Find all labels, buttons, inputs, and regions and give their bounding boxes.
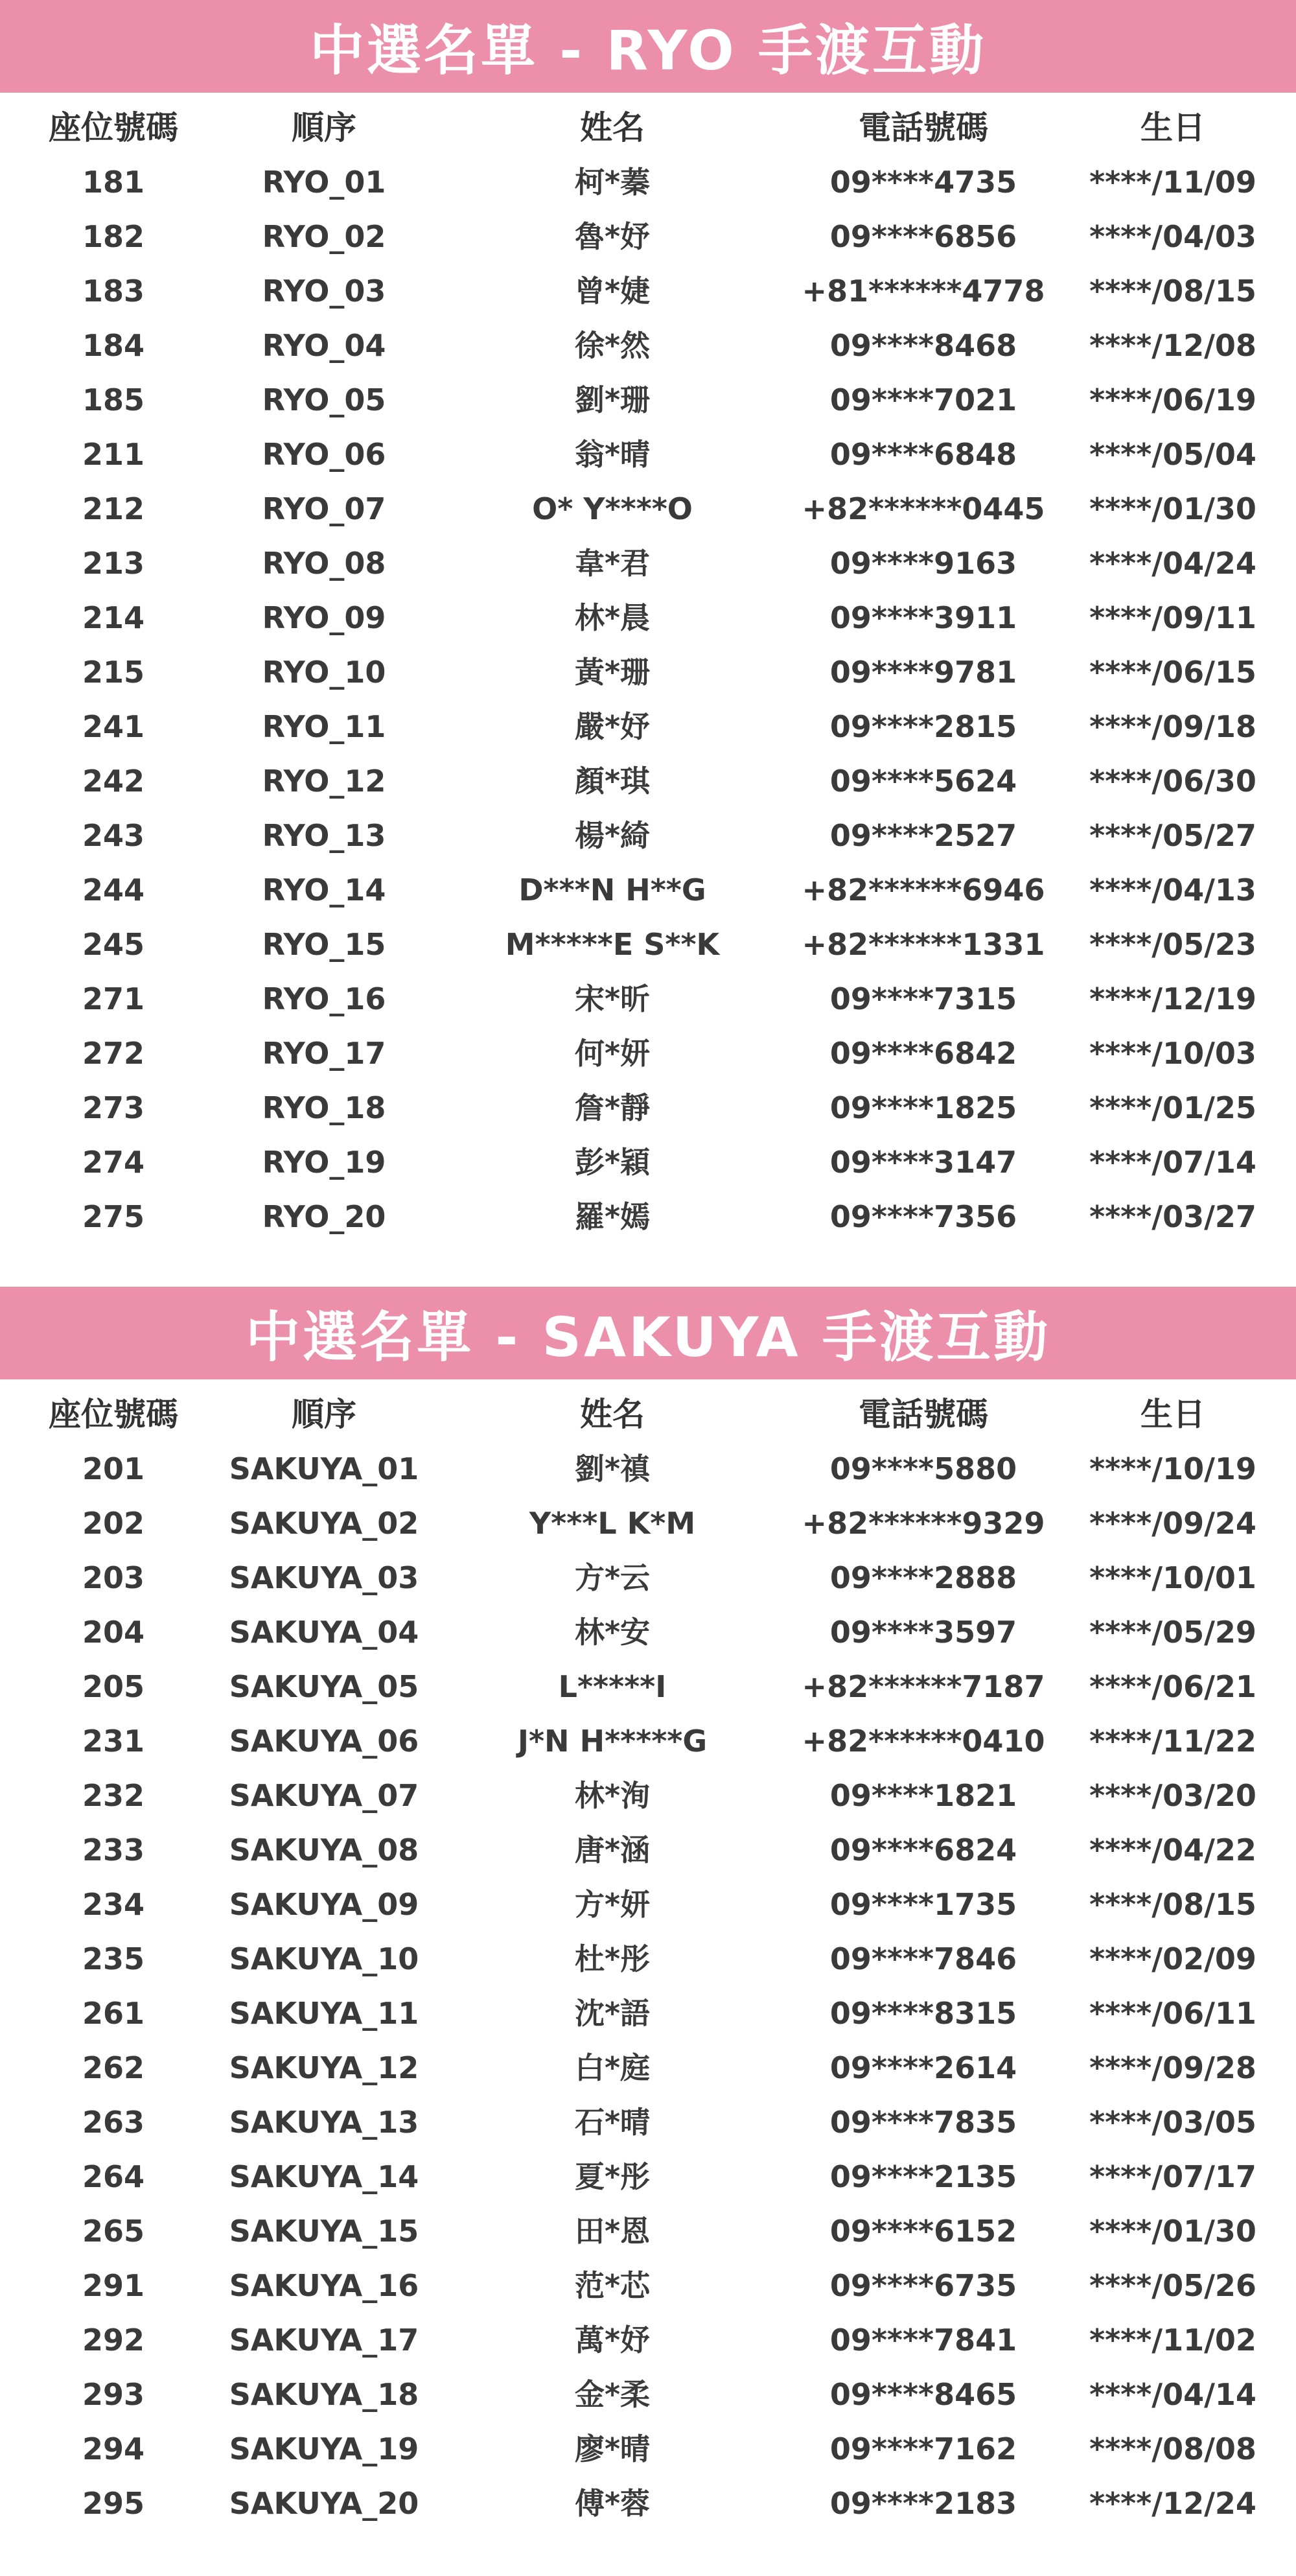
order-cell: RYO_13 — [262, 818, 386, 853]
name-cell: 羅*嫣 — [574, 1199, 651, 1234]
name-cell: 夏*彤 — [574, 2159, 651, 2194]
birthday-cell: ****/10/19 — [1089, 1451, 1256, 1486]
table-row — [0, 482, 1296, 536]
table-row — [0, 318, 1296, 373]
phone-cell: 09****7162 — [829, 2431, 1017, 2466]
order-cell: SAKUYA_10 — [229, 1941, 419, 1976]
phone-cell: 09****2183 — [829, 2486, 1017, 2521]
table-body — [0, 1442, 1296, 2531]
name-cell: 萬*妤 — [574, 2323, 651, 2358]
name-cell: 杜*彤 — [574, 1941, 651, 1976]
phone-cell: 09****3911 — [829, 600, 1017, 635]
seat-cell: 264 — [82, 2159, 145, 2194]
birthday-cell: ****/03/27 — [1089, 1199, 1256, 1234]
table-row — [0, 2149, 1296, 2204]
order-cell: SAKUYA_04 — [229, 1615, 419, 1650]
phone-cell: 09****2135 — [829, 2159, 1017, 2194]
name-cell: 劉*禛 — [574, 1451, 651, 1486]
table-row — [0, 591, 1296, 645]
seat-cell: 182 — [82, 219, 145, 254]
seat-cell: 211 — [82, 437, 145, 472]
seat-cell: 215 — [82, 655, 145, 690]
order-cell: SAKUYA_19 — [229, 2431, 419, 2466]
order-cell: RYO_18 — [262, 1090, 386, 1125]
order-cell: SAKUYA_13 — [229, 2105, 419, 2140]
seat-cell: 272 — [82, 1036, 145, 1071]
birthday-column-header: 生日 — [1140, 109, 1205, 146]
order-column-header: 順序 — [292, 1396, 356, 1433]
order-cell: RYO_15 — [262, 927, 386, 962]
birthday-cell: ****/12/24 — [1089, 2486, 1256, 2521]
birthday-cell: ****/08/15 — [1089, 1887, 1256, 1922]
seat-cell: 233 — [82, 1832, 145, 1868]
order-cell: SAKUYA_18 — [229, 2377, 419, 2412]
order-cell: SAKUYA_16 — [229, 2268, 419, 2303]
seat-cell: 184 — [82, 328, 145, 363]
name-cell: 詹*靜 — [574, 1090, 651, 1125]
order-cell: SAKUYA_07 — [229, 1778, 419, 1813]
seat-cell: 261 — [82, 1996, 145, 2031]
birthday-cell: ****/04/14 — [1089, 2377, 1256, 2412]
order-cell: SAKUYA_01 — [229, 1451, 419, 1486]
table-row — [0, 1768, 1296, 1823]
seat-cell: 204 — [82, 1615, 145, 1650]
seat-cell: 201 — [82, 1451, 145, 1486]
phone-cell: 09****6824 — [829, 1832, 1017, 1868]
phone-cell: +82******6946 — [802, 872, 1045, 907]
order-cell: RYO_06 — [262, 437, 386, 472]
birthday-cell: ****/06/11 — [1089, 1996, 1256, 2031]
phone-cell: +81******4778 — [802, 274, 1045, 309]
phone-cell: 09****7835 — [829, 2105, 1017, 2140]
order-cell: SAKUYA_17 — [229, 2323, 419, 2358]
table-row — [0, 264, 1296, 318]
table-row — [0, 2367, 1296, 2422]
table-row — [0, 1714, 1296, 1768]
birthday-cell: ****/10/01 — [1089, 1560, 1256, 1595]
order-cell: RYO_11 — [262, 709, 386, 744]
table-row — [0, 754, 1296, 808]
birthday-cell: ****/05/23 — [1089, 927, 1256, 962]
order-cell: RYO_17 — [262, 1036, 386, 1071]
phone-cell: 09****2527 — [829, 818, 1017, 853]
order-cell: SAKUYA_14 — [229, 2159, 419, 2194]
phone-cell: 09****2888 — [829, 1560, 1017, 1595]
birthday-cell: ****/12/08 — [1089, 328, 1256, 363]
phone-cell: 09****4735 — [829, 165, 1017, 200]
phone-cell: 09****9163 — [829, 546, 1017, 581]
seat-cell: 213 — [82, 546, 145, 581]
seat-cell: 295 — [82, 2486, 145, 2521]
table-row — [0, 1135, 1296, 1189]
table-row — [0, 972, 1296, 1026]
name-cell: D***N H**G — [518, 872, 706, 907]
birthday-cell: ****/02/09 — [1089, 1941, 1256, 1976]
table-row — [0, 1605, 1296, 1659]
birthday-cell: ****/09/18 — [1089, 709, 1256, 744]
table-row — [0, 1026, 1296, 1081]
section-title: 中選名單 - RYO 手渡互動 — [0, 0, 1296, 93]
phone-cell: +82******0410 — [802, 1724, 1045, 1759]
order-cell: RYO_08 — [262, 546, 386, 581]
name-cell: 翁*晴 — [574, 437, 651, 472]
birthday-cell: ****/01/30 — [1089, 2214, 1256, 2249]
sakuya-section — [0, 1287, 1296, 2531]
order-cell: SAKUYA_06 — [229, 1724, 419, 1759]
seat-cell: 245 — [82, 927, 145, 962]
name-cell: 沈*語 — [574, 1996, 651, 2031]
birthday-cell: ****/06/30 — [1089, 764, 1256, 799]
birthday-cell: ****/06/15 — [1089, 655, 1256, 690]
phone-cell: 09****6735 — [829, 2268, 1017, 2303]
seat-cell: 203 — [82, 1560, 145, 1595]
order-cell: RYO_19 — [262, 1145, 386, 1180]
table-row — [0, 2041, 1296, 2095]
phone-cell: 09****7356 — [829, 1199, 1017, 1234]
order-cell: RYO_16 — [262, 981, 386, 1016]
name-column-header: 姓名 — [580, 109, 645, 146]
birthday-cell: ****/05/29 — [1089, 1615, 1256, 1650]
seat-cell: 244 — [82, 872, 145, 907]
seat-cell: 241 — [82, 709, 145, 744]
name-cell: O* Y****O — [532, 491, 693, 526]
birthday-cell: ****/01/25 — [1089, 1090, 1256, 1125]
phone-cell: 09****7846 — [829, 1941, 1017, 1976]
seat-cell: 263 — [82, 2105, 145, 2140]
birthday-cell: ****/11/02 — [1089, 2323, 1256, 2358]
seat-cell: 275 — [82, 1199, 145, 1234]
order-column-header: 順序 — [292, 109, 356, 146]
phone-column-header: 電話號碼 — [859, 1396, 988, 1433]
phone-cell: 09****6856 — [829, 219, 1017, 254]
table-row — [0, 536, 1296, 591]
seat-cell: 262 — [82, 2050, 145, 2085]
phone-cell: 09****5624 — [829, 764, 1017, 799]
order-cell: RYO_10 — [262, 655, 386, 690]
table-row — [0, 373, 1296, 427]
name-cell: 林*晨 — [574, 600, 651, 635]
order-cell: RYO_20 — [262, 1199, 386, 1234]
name-cell: 林*安 — [574, 1615, 651, 1650]
phone-cell: 09****6848 — [829, 437, 1017, 472]
table-row — [0, 209, 1296, 264]
order-cell: SAKUYA_02 — [229, 1506, 419, 1541]
birthday-cell: ****/01/30 — [1089, 491, 1256, 526]
phone-column-header: 電話號碼 — [859, 109, 988, 146]
order-cell: RYO_14 — [262, 872, 386, 907]
seat-cell: 232 — [82, 1778, 145, 1813]
phone-cell: 09****7021 — [829, 382, 1017, 417]
table-row — [0, 2313, 1296, 2367]
name-cell: J*N H*****G — [517, 1724, 708, 1759]
birthday-cell: ****/05/26 — [1089, 2268, 1256, 2303]
phone-cell: 09****3597 — [829, 1615, 1017, 1650]
order-cell: RYO_05 — [262, 382, 386, 417]
table-row — [0, 917, 1296, 972]
seat-cell: 271 — [82, 981, 145, 1016]
seat-cell: 181 — [82, 165, 145, 200]
birthday-cell: ****/05/04 — [1089, 437, 1256, 472]
seat-cell: 235 — [82, 1941, 145, 1976]
table-row — [0, 1189, 1296, 1244]
ryo-section — [0, 0, 1296, 1244]
order-cell: RYO_04 — [262, 328, 386, 363]
seat-cell: 274 — [82, 1145, 145, 1180]
name-cell: 魯*妤 — [574, 219, 651, 254]
phone-cell: 09****2815 — [829, 709, 1017, 744]
table-row — [0, 2422, 1296, 2476]
section-title: 中選名單 - SAKUYA 手渡互動 — [0, 1287, 1296, 1379]
order-cell: SAKUYA_15 — [229, 2214, 419, 2249]
name-cell: M*****E S**K — [505, 927, 720, 962]
phone-cell: 09****6152 — [829, 2214, 1017, 2249]
name-cell: 林*洵 — [574, 1778, 651, 1813]
birthday-cell: ****/08/08 — [1089, 2431, 1256, 2466]
phone-cell: +82******9329 — [802, 1506, 1045, 1541]
seat-cell: 214 — [82, 600, 145, 635]
phone-cell: 09****8315 — [829, 1996, 1017, 2031]
name-cell: 廖*晴 — [574, 2431, 651, 2466]
birthday-cell: ****/05/27 — [1089, 818, 1256, 853]
name-cell: 田*恩 — [574, 2214, 651, 2249]
birthday-cell: ****/03/05 — [1089, 2105, 1256, 2140]
name-cell: 顏*琪 — [574, 764, 651, 799]
birthday-cell: ****/09/11 — [1089, 600, 1256, 635]
table-row — [0, 1496, 1296, 1551]
birthday-cell: ****/09/28 — [1089, 2050, 1256, 2085]
phone-cell: 09****1825 — [829, 1090, 1017, 1125]
name-cell: 韋*君 — [574, 546, 651, 581]
seat-column-header: 座位號碼 — [49, 109, 178, 146]
birthday-cell: ****/07/17 — [1089, 2159, 1256, 2194]
phone-cell: +82******7187 — [802, 1669, 1045, 1704]
seat-cell: 273 — [82, 1090, 145, 1125]
table-row — [0, 155, 1296, 209]
order-cell: RYO_01 — [262, 165, 386, 200]
name-cell: 石*晴 — [574, 2105, 651, 2140]
table-row — [0, 808, 1296, 863]
seat-cell: 242 — [82, 764, 145, 799]
birthday-cell: ****/09/24 — [1089, 1506, 1256, 1541]
phone-cell: +82******1331 — [802, 927, 1045, 962]
table-row — [0, 427, 1296, 482]
order-cell: SAKUYA_08 — [229, 1832, 419, 1868]
order-cell: RYO_02 — [262, 219, 386, 254]
table-row — [0, 1442, 1296, 1496]
order-cell: RYO_12 — [262, 764, 386, 799]
name-cell: 柯*蓁 — [574, 165, 651, 200]
name-cell: 曾*婕 — [574, 274, 651, 309]
phone-cell: 09****8465 — [829, 2377, 1017, 2412]
seat-cell: 293 — [82, 2377, 145, 2412]
order-cell: RYO_07 — [262, 491, 386, 526]
name-cell: 徐*然 — [574, 328, 651, 363]
order-cell: RYO_09 — [262, 600, 386, 635]
table-row — [0, 2095, 1296, 2149]
phone-cell: 09****7315 — [829, 981, 1017, 1016]
name-cell: 白*庭 — [574, 2050, 651, 2085]
name-cell: 范*芯 — [574, 2268, 651, 2303]
seat-cell: 291 — [82, 2268, 145, 2303]
order-cell: SAKUYA_12 — [229, 2050, 419, 2085]
birthday-cell: ****/04/22 — [1089, 1832, 1256, 1868]
name-cell: Y***L K*M — [529, 1506, 696, 1541]
phone-cell: +82******0445 — [802, 491, 1045, 526]
table-row — [0, 1932, 1296, 1986]
name-cell: 彭*穎 — [574, 1145, 651, 1180]
seat-cell: 205 — [82, 1669, 145, 1704]
table-row — [0, 2258, 1296, 2313]
birthday-cell: ****/04/24 — [1089, 546, 1256, 581]
table-row — [0, 645, 1296, 699]
name-cell: 方*云 — [574, 1560, 651, 1595]
birthday-cell: ****/06/19 — [1089, 382, 1256, 417]
order-cell: SAKUYA_09 — [229, 1887, 419, 1922]
birthday-cell: ****/06/21 — [1089, 1669, 1256, 1704]
phone-cell: 09****7841 — [829, 2323, 1017, 2358]
birthday-cell: ****/03/20 — [1089, 1778, 1256, 1813]
order-cell: SAKUYA_03 — [229, 1560, 419, 1595]
table-header-row — [0, 100, 1296, 155]
seat-cell: 231 — [82, 1724, 145, 1759]
table-row — [0, 1659, 1296, 1714]
table-row — [0, 1081, 1296, 1135]
name-cell: 方*妍 — [574, 1887, 651, 1922]
seat-cell: 212 — [82, 491, 145, 526]
name-column-header: 姓名 — [580, 1396, 645, 1433]
name-cell: 楊*綺 — [574, 818, 651, 853]
birthday-column-header: 生日 — [1140, 1396, 1205, 1433]
birthday-cell: ****/07/14 — [1089, 1145, 1256, 1180]
name-cell: 黃*珊 — [574, 655, 651, 690]
birthday-cell: ****/04/13 — [1089, 872, 1256, 907]
seat-column-header: 座位號碼 — [49, 1396, 178, 1433]
table-row — [0, 1823, 1296, 1877]
birthday-cell: ****/04/03 — [1089, 219, 1256, 254]
table-row — [0, 2476, 1296, 2531]
name-cell: 何*妍 — [574, 1036, 651, 1071]
table-header-row — [0, 1387, 1296, 1442]
seat-cell: 202 — [82, 1506, 145, 1541]
phone-cell: 09****2614 — [829, 2050, 1017, 2085]
order-cell: SAKUYA_11 — [229, 1996, 419, 2031]
seat-cell: 183 — [82, 274, 145, 309]
seat-cell: 265 — [82, 2214, 145, 2249]
phone-cell: 09****9781 — [829, 655, 1017, 690]
phone-cell: 09****5880 — [829, 1451, 1017, 1486]
phone-cell: 09****3147 — [829, 1145, 1017, 1180]
order-cell: SAKUYA_20 — [229, 2486, 419, 2521]
name-cell: 唐*涵 — [574, 1832, 651, 1868]
phone-cell: 09****1821 — [829, 1778, 1017, 1813]
birthday-cell: ****/08/15 — [1089, 274, 1256, 309]
name-cell: 宋*昕 — [574, 981, 651, 1016]
table-row — [0, 699, 1296, 754]
table-row — [0, 1551, 1296, 1605]
phone-cell: 09****1735 — [829, 1887, 1017, 1922]
seat-cell: 234 — [82, 1887, 145, 1922]
order-cell: SAKUYA_05 — [229, 1669, 419, 1704]
name-cell: 劉*珊 — [574, 382, 651, 417]
seat-cell: 243 — [82, 818, 145, 853]
birthday-cell: ****/11/22 — [1089, 1724, 1256, 1759]
phone-cell: 09****8468 — [829, 328, 1017, 363]
table-row — [0, 1986, 1296, 2041]
table-row — [0, 863, 1296, 917]
table-body — [0, 155, 1296, 1244]
seat-cell: 185 — [82, 382, 145, 417]
name-cell: 傅*蓉 — [574, 2486, 651, 2521]
name-cell: 嚴*妤 — [574, 709, 651, 744]
birthday-cell: ****/10/03 — [1089, 1036, 1256, 1071]
name-cell: 金*柔 — [574, 2377, 651, 2412]
seat-cell: 292 — [82, 2323, 145, 2358]
table-row — [0, 2204, 1296, 2258]
seat-cell: 294 — [82, 2431, 145, 2466]
order-cell: RYO_03 — [262, 274, 386, 309]
name-cell: L*****I — [558, 1669, 667, 1704]
birthday-cell: ****/12/19 — [1089, 981, 1256, 1016]
birthday-cell: ****/11/09 — [1089, 165, 1256, 200]
table-row — [0, 1877, 1296, 1932]
phone-cell: 09****6842 — [829, 1036, 1017, 1071]
